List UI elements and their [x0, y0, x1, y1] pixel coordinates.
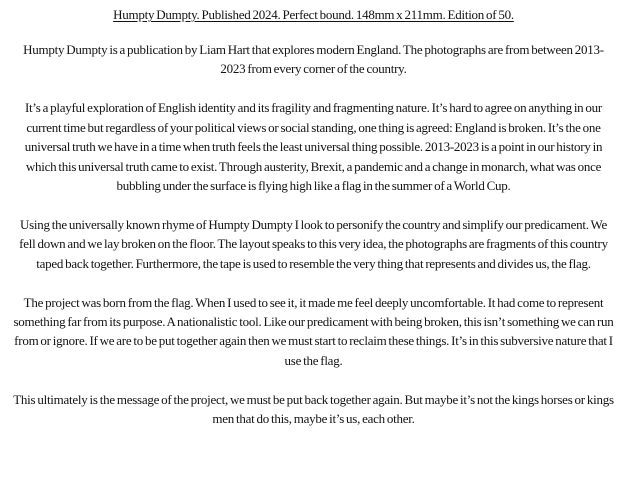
paragraph-humpty-dumpty-rhyme: Using the universally known rhyme of Humpty Dumpty I look to personify the country and simplify our predicament. We fell down and we lay broken on the floor. The layout speaks to this very idea, the photographs are fragments of this country taped back together. Furthermore, the tape is used to resemble the very thing that represents and divides us, the flag. — [19, 216, 608, 271]
paragraph-publication-intro: Humpty Dumpty is a publication by Liam Hart that explores modern England. The photographs are from between 2013-2023 from every corner of the country. — [23, 42, 604, 77]
paragraph-english-identity: It’s a playful exploration of English identity and its fragility and fragmenting nature. It’s hard to agree on anything in our current time but regardless of your political views or social standing, one thing is agreed: England is broken. It’s the one universal truth we have in a time when truth feels the least universal thing possible. 2013-2023 is a point in our history in which this universal truth came to exist. Through austerity, Brexit, a pandemic and a change in monarch, what was once bubbling under the surface is flying high like a flag in the summer of a World Cup. — [24, 100, 603, 193]
publication-title: Humpty Dumpty. Published 2024. Perfect bound. 148mm x 211mm. Edition of 50. — [113, 7, 514, 22]
paragraph-born-from-flag: The project was born from the flag. When I used to see it, it made me feel deeply uncomfortable. It had come to represent something far from its purpose. A nationalistic tool. Like our predicament with being broken, this isn’t something we can run from or ignore. If we are to be put together again then we must start to reclaim these things. It’s in this subversive nature that I use the flag. — [13, 294, 614, 368]
paragraph-closing-message: This ultimately is the message of the project, we must be put back together again. But maybe it’s not the kings horses or kings men that do this, maybe it’s us, each other. — [13, 391, 614, 427]
